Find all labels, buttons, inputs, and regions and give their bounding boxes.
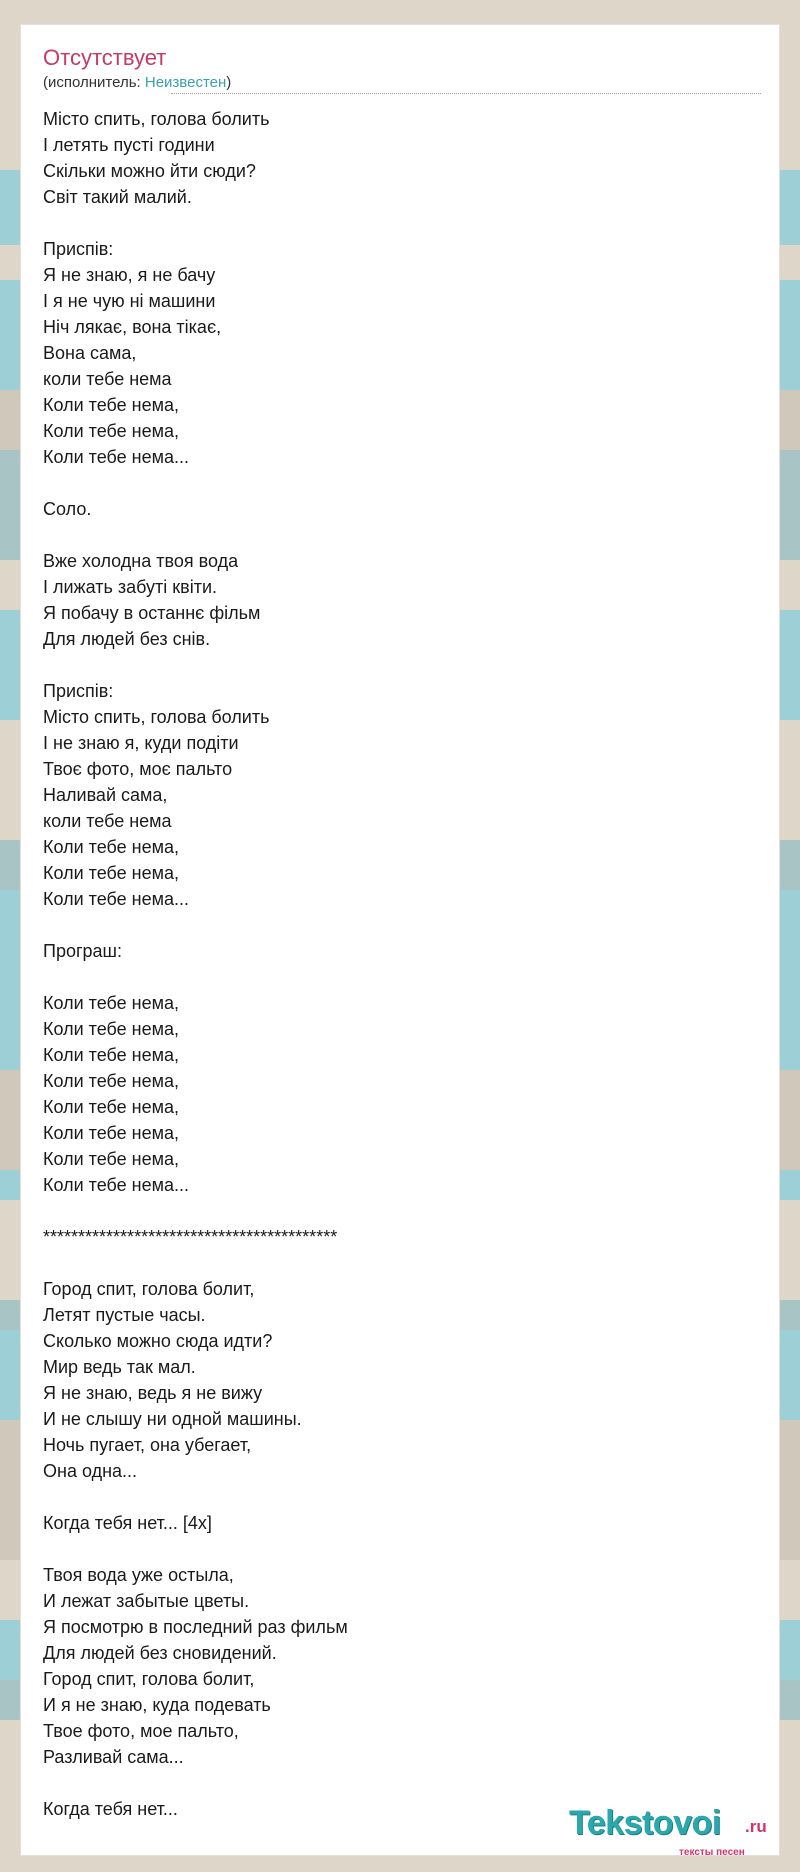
- brand-tagline: тексты песен: [679, 1847, 745, 1858]
- performer-line: [43, 74, 231, 91]
- performer-prefix: (исполнитель:: [43, 74, 145, 91]
- dotted-divider: [171, 93, 761, 94]
- song-title: Отсутствует: [43, 45, 167, 70]
- lyrics-text: Місто спить, голова болить І летять пусті години Скільки можно йти сюди? Світ такий малий. Приспів: Я не знаю, я не бачу І я не чую ні машини Ніч лякає, вона тікає, Вона сама, коли тебе нема Коли тебе нема, Коли тебе нема, Коли тебе нема... Соло. Вже холодна твоя вода І лижать забуті квіти. Я побачу в останнє фільм Для людей без снів. Приспів: Місто спить, голова болить І не знаю я, куди подіти Твоє фото, моє пальто Наливай сама, коли тебе нема Коли тебе нема, Коли тебе нема, Коли тебе нема... Програш: Коли тебе нема, Коли тебе нема, Коли тебе нема, Коли тебе нема, Коли тебе нема, Коли тебе нема, Коли тебе нема, Коли тебе нема... ****************************************** Город спит, голова болит, Летят пустые часы. Сколько можно сюда идти? Мир ведь так мал. Я не знаю, ведь я не вижу И не слышу ни одной машины. Ночь пугает, она убегает, Она одна... Когда тебя нет... [4x] Твоя вода уже остыла, И лежат забытые цветы. Я посмотрю в последний раз фильм Для людей без сновидений. Город спит, голова болит, И я не знаю, куда подевать Твое фото, мое пальто, Разливай сама... Когда тебя нет...: [43, 109, 348, 1819]
- brand-logo[interactable]: [569, 1804, 779, 1864]
- performer-link[interactable]: Неизвестен: [144, 74, 227, 91]
- lyrics-card: [20, 24, 780, 1856]
- performer-suffix: ): [226, 74, 232, 91]
- brand-name: Tekstovoi: [569, 1804, 721, 1842]
- brand-tld: .ru: [745, 1817, 767, 1836]
